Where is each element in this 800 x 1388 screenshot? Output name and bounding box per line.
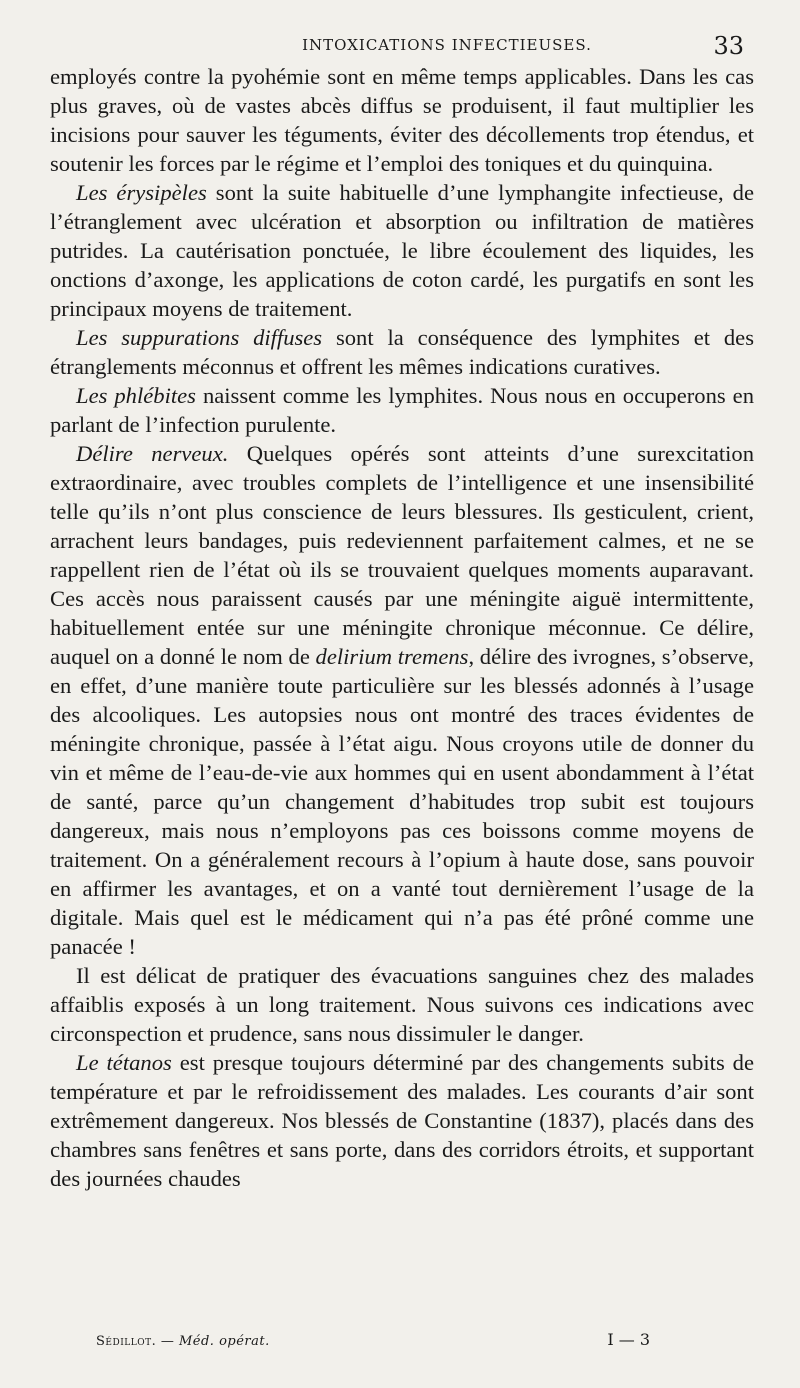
page-header bbox=[50, 32, 754, 66]
paragraph-text: est presque toujours déterminé par des changements subits de température et par le refroidissement des malades. Les courants d’air sont extrêmement dangereux. Nos blessés de Constantine (1837), placés dans des chambres sans fenêtres et sans porte, dans des corridors étroits, et supportant des journées chaudes bbox=[50, 1050, 754, 1191]
page-footer bbox=[96, 1330, 650, 1354]
paragraph-text: Il est délicat de pratiquer des évacuations sanguines chez des malades affaiblis exposés à un long traitement. Nous suivons ces indications avec circonspection et prudence, sans nous dissimuler le danger. bbox=[50, 963, 754, 1046]
paragraph-erysipeles bbox=[50, 178, 754, 323]
paragraph-lead: Le tétanos bbox=[76, 1050, 172, 1075]
paragraph-lead: Les suppurations diffuses bbox=[76, 325, 323, 350]
footer-author: Sédillot. bbox=[96, 1334, 157, 1349]
paragraph-text: naissent comme les lymphites. Nous nous en occuperons en parlant de l’infection purulente. bbox=[50, 383, 754, 437]
paragraph-text: sont la suite habituelle d’une lymphangite infectieuse, de l’étranglement avec ulcération et absorption ou infiltration de matières putrides. La cautérisation ponctuée, le libre écoulement des liquides, les onctions d’axonge, les applications de coton cardé, les purgatifs en sont les principaux moyens de traitement. bbox=[50, 180, 754, 321]
paragraph-delire-nerveux bbox=[50, 439, 754, 961]
footer-signature: I — 3 bbox=[607, 1330, 650, 1349]
paragraph-text-after: , délire des ivrognes, s’observe, en effet, d’une manière toute particulière sur les blessés adonnés à l’usage des alcooliques. Les autopsies nous ont montré des traces évidentes de méningite chronique, passée à l’état aigu. Nous croyons utile de donner du vin et même de l’eau-de-vie aux hommes qui en usent abondamment à l’état de santé, parce qu’un changement d’habitudes trop subit est toujours dangereux, mais nous n’employons pas ces boissons comme moyens de traitement. On a généralement recours à l’opium à haute dose, sans pouvoir en affirmer les avantages, et on a vanté tout dernièrement l’usage de la digitale. Mais quel est le médicament qui n’a pas été prôné comme une panacée ! bbox=[50, 644, 754, 959]
footer-separator: — bbox=[156, 1334, 179, 1349]
paragraph-suppurations bbox=[50, 323, 754, 381]
page-body bbox=[50, 62, 754, 1193]
paragraph-tetanos bbox=[50, 1048, 754, 1193]
paragraph-continuation bbox=[50, 62, 754, 178]
paragraph-text: sont la conséquence des lymphites et des étranglements méconnus et offrent les mêmes indications curatives. bbox=[50, 325, 754, 379]
footer-title: Méd. opérat. bbox=[178, 1334, 270, 1349]
paragraph-italic-term: delirium tremens bbox=[315, 644, 469, 669]
paragraph-text: employés contre la pyohémie sont en même temps applicables. Dans les cas plus graves, où de vastes abcès diffus se produisent, il faut multiplier les incisions pour sauver les téguments, éviter des décollements trop étendus, et soutenir les forces par le régime et l’emploi des toniques et du quinquina. bbox=[50, 64, 754, 176]
footer-credit bbox=[96, 1334, 270, 1349]
paragraph-text: Quelques opérés sont atteints d’une surexcitation extraordinaire, avec troubles complets de l’intelligence et une insensibilité telle qu’ils n’ont plus conscience de leurs blessures. Ils gesticulent, crient, arrachent leurs bandages, puis redeviennent parfaitement calmes, et ne se rappellent rien de l’état où ils se trouvaient quelques moments auparavant. Ces accès nous paraissent causés par une méningite aiguë intermittente, habituellement entée sur une méningite chronique méconnue. Ce délire, auquel on a donné le nom de bbox=[50, 441, 754, 669]
paragraph-lead: Délire nerveux. bbox=[76, 441, 229, 466]
paragraph-lead: Les phlébites bbox=[76, 383, 196, 408]
paragraph-evacuations bbox=[50, 961, 754, 1048]
running-head: INTOXICATIONS INFECTIEUSES. bbox=[302, 36, 592, 54]
paragraph-phlebites bbox=[50, 381, 754, 439]
page-number: 33 bbox=[713, 32, 744, 60]
paragraph-lead: Les érysipèles bbox=[76, 180, 207, 205]
